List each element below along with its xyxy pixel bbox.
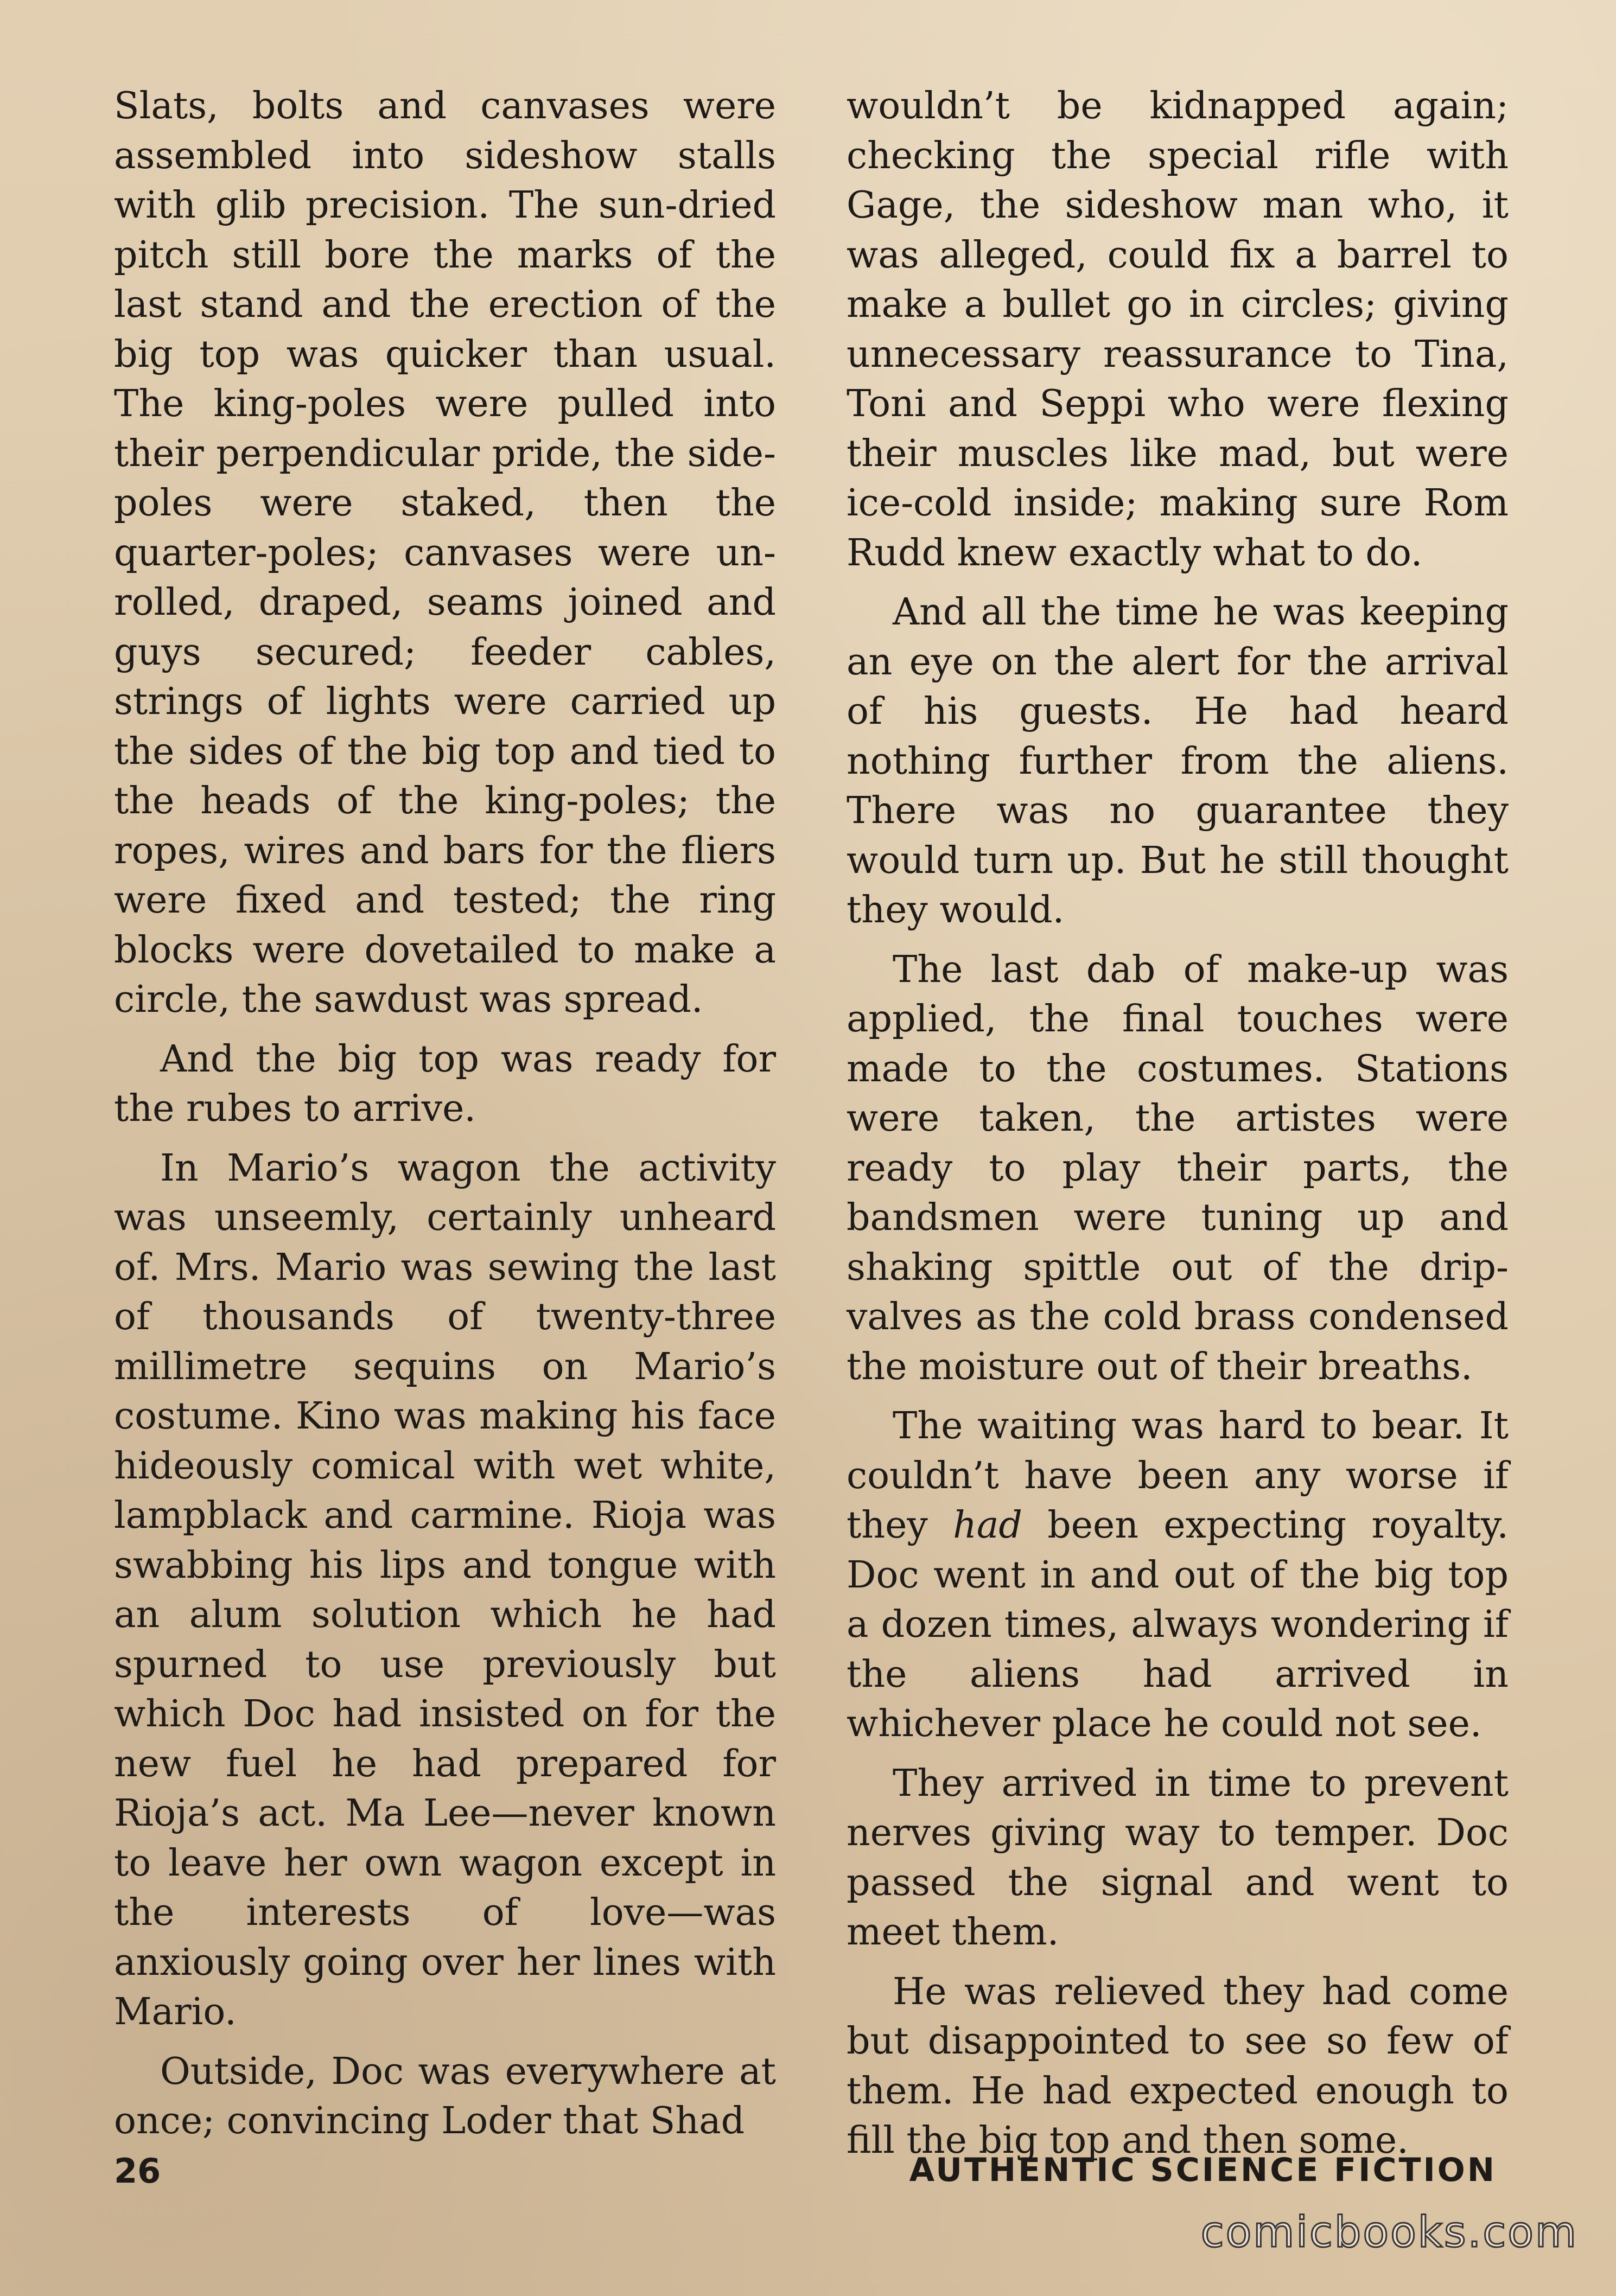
magazine-title: AUTHENTIC SCIENCE FICTION bbox=[909, 2151, 1497, 2189]
page-number: 26 bbox=[114, 2151, 161, 2191]
paragraph: In Mario’s wagon the activity was unseemly, certainly unheard of. Mrs. Mario was sewing the last of thousands of twenty-three millimetre sequins on Mario’s costume. Kino was making his face hideously comical with wet white, lampblack and carmine. Rioja was swabbing his lips and tongue with an alum solution which he had spurned to use previously but which Doc had insisted on for the new fuel he had prepared for Rioja’s act. Ma Lee—never known to leave her own wagon except in the interests of love—was anxiously going over her lines with Mario. bbox=[114, 1146, 776, 2033]
paragraph-text: The waiting was hard to bear. It couldn’t have been any worse if they bbox=[847, 1405, 1509, 1547]
paragraph: They arrived in time to prevent nerves giving way to temper. Doc passed the signal and went to meet them. bbox=[847, 1762, 1509, 1954]
left-text-column bbox=[114, 81, 776, 2156]
italic-word: had bbox=[953, 1504, 1022, 1547]
paragraph: The last dab of make-up was applied, the final touches were made to the costumes. Stations were taken, the artistes were ready to play their parts, the bandsmen were tuning up and shaking spittle out of the drip-valves as the cold brass condensed the moisture out of their breaths. bbox=[847, 948, 1509, 1388]
watermark: comicbooks.com bbox=[1200, 2208, 1578, 2257]
paragraph-text: been expecting royalty. Doc went in and out of the big top a dozen times, always wondering if the aliens had arrived in whichever place he could not see. bbox=[847, 1504, 1509, 1745]
paragraph: He was relieved they had come but disappointed to see so few of them. He had expected enough to fill the big top and then some. bbox=[847, 1970, 1509, 2162]
paragraph: And all the time he was keeping an eye on the alert for the arrival of his guests. He had heard nothing further from the aliens. There was no guarantee they would turn up. But he still thought they would. bbox=[847, 591, 1509, 932]
paragraph: And the big top was ready for the rubes to arrive. bbox=[114, 1037, 776, 1130]
paragraph: wouldn’t be kidnapped again; checking the special rifle with Gage, the sideshow man who, it was alleged, could fix a barrel to make a bullet go in circles; giving unnecessary reassurance to Tina, Toni and Seppi who were flexing their muscles like mad, but were ice-cold inside; making sure Rom Rudd knew exactly what to do. bbox=[847, 85, 1509, 575]
paragraph bbox=[847, 1401, 1509, 1749]
paragraph: Slats, bolts and canvases were assembled into sideshow stalls with glib precision. The sun-dried pitch still bore the marks of the last stand and the erection of the big top was quicker than usual. The king-poles were pulled into their perpendicular pride, the side-poles were staked, then the quarter-poles; canvases were un-rolled, draped, seams joined and guys secured; feeder cables, strings of lights were carried up the sides of the big top and tied to the heads of the king-poles; the ropes, wires and bars for the fliers were fixed and tested; the ring blocks were dovetailed to make a circle, the sawdust was spread. bbox=[114, 85, 776, 1021]
right-text-column bbox=[847, 81, 1509, 2176]
paragraph: Outside, Doc was everywhere at once; convincing Loder that Shad bbox=[114, 2050, 776, 2142]
